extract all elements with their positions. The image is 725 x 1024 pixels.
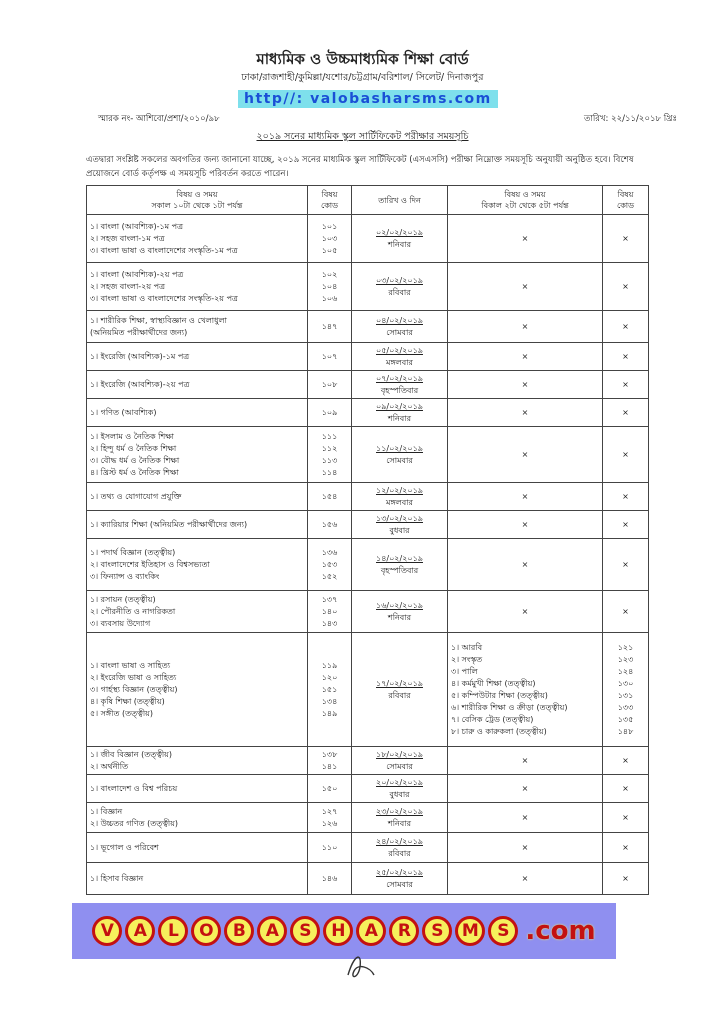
morning-subjects-cell [87,511,308,539]
afternoon-subjects-cell [448,371,603,399]
subject-code: ১৪৬ [321,873,338,883]
afternoon-codes-cell [603,263,649,311]
not-applicable-mark: × [622,492,629,501]
exam-date-cell [352,343,448,371]
exam-date-cell [352,747,448,775]
not-applicable-mark: × [521,874,529,883]
subject-name: ২। পৌরনীতি ও নাগরিকতা [90,606,176,616]
watermark-letter: S [422,916,452,946]
subject-name: ১। তথ্য ও যোগাযোগ প্রযুক্তি [90,491,182,501]
subject-code: ১২৭ [321,806,338,816]
afternoon-subjects-cell [448,539,603,591]
subject-code: ১০১ [321,221,338,231]
table-row [87,311,649,343]
watermark-letter: V [92,916,122,946]
afternoon-codes-cell [603,633,649,747]
morning-subjects-cell [87,343,308,371]
afternoon-codes-cell [603,775,649,803]
not-applicable-mark: × [521,322,529,331]
afternoon-subjects-cell [448,591,603,633]
morning-codes-cell [308,263,352,311]
not-applicable-mark: × [622,450,629,459]
afternoon-codes-cell [603,311,649,343]
subject-name: ৩। ফিন্যান্স ও ব্যাংকিং [90,571,160,581]
not-applicable-mark: × [622,843,629,852]
table-row [87,399,649,427]
subject-code: ১৩৬ [321,547,338,557]
morning-subjects-cell [87,539,308,591]
watermark-letter: A [257,916,287,946]
subject-code: ১১২ [321,443,338,453]
exam-weekday: শনিবার [388,413,411,423]
afternoon-subjects-cell [448,215,603,263]
table-row [87,511,649,539]
exam-weekday: সোমবার [386,761,413,771]
not-applicable-mark: × [622,784,629,793]
subject-name: ১। হিসাব বিজ্ঞান [90,873,144,883]
subject-name: ১। শারীরিক শিক্ষা, স্বাস্থ্যবিজ্ঞান ও খেলাধুলা [90,315,227,325]
exam-weekday: বুধবার [389,789,410,799]
afternoon-subjects-cell [448,399,603,427]
morning-codes-cell [308,833,352,863]
exam-date: ২৩/০২/২০১৯ [376,806,423,816]
not-applicable-mark: × [622,756,629,765]
afternoon-subjects-cell [448,483,603,511]
not-applicable-mark: × [521,843,529,852]
exam-weekday: শনিবার [388,818,411,828]
header-morning-code: বিষয় কোড [308,186,352,215]
morning-subjects-cell [87,371,308,399]
morning-codes-cell [308,399,352,427]
subject-name: ১। ইসলাম ও নৈতিক শিক্ষা [90,431,175,441]
not-applicable-mark: × [622,520,629,529]
table-row [87,863,649,895]
subject-code: ১৪১ [321,761,338,771]
exam-weekday: সোমবার [386,455,413,465]
subject-name: ৫। সঙ্গীত (তত্ত্বীয়) [90,708,153,718]
subject-name: ২। বাংলাদেশের ইতিহাস ও বিশ্বসভ্যতা [90,559,210,569]
exam-date: ০৭/০২/২০১৯ [376,373,423,383]
subject-code: ১০৭ [321,351,338,361]
morning-codes-cell [308,539,352,591]
not-applicable-mark: × [521,408,529,417]
subject-name: ২। উচ্চতর গণিত (তত্ত্বীয়) [90,818,179,828]
subject-code: ১৩০ [617,678,634,688]
not-applicable-mark: × [622,234,629,243]
not-applicable-mark: × [622,282,629,291]
subject-code: ১৩৭ [321,594,338,604]
exam-date-cell [352,775,448,803]
subject-code: ১৩১ [617,690,634,700]
exam-weekday: সোমবার [386,327,413,337]
exam-date-cell [352,483,448,511]
watermark-letter: B [224,916,254,946]
subject-name: ২। অর্থনীতি [90,761,129,771]
subject-name: ১। ক্যারিয়ার শিক্ষা (অনিয়মিত পরীক্ষার্থীদের জন্য) [90,519,248,529]
subject-code: ১২১ [617,642,634,652]
afternoon-codes-cell [603,511,649,539]
subject-name: ২। সংস্কৃত [451,654,483,664]
afternoon-subjects-cell [448,511,603,539]
afternoon-codes-cell [603,343,649,371]
morning-codes-cell [308,311,352,343]
afternoon-codes-cell [603,747,649,775]
subject-name: ৩। বাংলা ভাষা ও বাংলাদেশের সংস্কৃতি-২য় পত্র [90,293,238,303]
table-header-row [87,186,649,215]
not-applicable-mark: × [521,282,529,291]
afternoon-subjects-cell [448,427,603,483]
subject-name: ১। বাংলা ভাষা ও সাহিত্য [90,660,171,670]
exam-date: ১৭/০২/২০১৯ [376,678,423,688]
subject-code: ১৫১ [321,684,338,694]
table-row [87,591,649,633]
morning-codes-cell [308,863,352,895]
subject-code: ১০৪ [321,281,338,291]
exam-date-cell [352,539,448,591]
table-row [87,775,649,803]
exam-weekday: রবিবার [388,287,411,297]
board-list: ঢাকা/রাজশাহী/কুমিল্লা/যশোর/চট্টগ্রাম/বরিশাল/ সিলেট/ দিনাজপুর [241,72,484,83]
not-applicable-mark: × [521,380,529,389]
morning-codes-cell [308,633,352,747]
morning-subjects-cell [87,399,308,427]
subject-code: ১১১ [321,431,338,441]
not-applicable-mark: × [622,352,629,361]
exam-date: ১৪/০২/২০১৯ [376,553,423,563]
morning-codes-cell [308,803,352,833]
exam-weekday: রবিবার [388,848,411,858]
not-applicable-mark: × [521,492,529,501]
afternoon-codes-cell [603,371,649,399]
not-applicable-mark: × [521,560,529,569]
subject-code: ১৫০ [321,783,338,793]
afternoon-codes-cell [603,833,649,863]
morning-codes-cell [308,591,352,633]
not-applicable-mark: × [521,756,529,765]
table-row [87,263,649,311]
morning-subjects-cell [87,747,308,775]
exam-date: ২৪/০২/২০১৯ [376,836,423,846]
morning-subjects-cell [87,775,308,803]
watermark-suffix: .com [525,916,596,946]
subject-name: ২। সহজ বাংলা-১ম পত্র [90,233,165,243]
watermark-letter: S [290,916,320,946]
subject-name: ১। জীব বিজ্ঞান (তত্ত্বীয়) [90,749,173,759]
watermark-letter: S [488,916,518,946]
afternoon-codes-cell [603,483,649,511]
subject-code: ১০৫ [321,245,338,255]
watermark-letter: M [455,916,485,946]
exam-date: ০৯/০২/২০১৯ [376,401,423,411]
afternoon-codes-cell [603,591,649,633]
exam-date: ১২/০২/২০১৯ [376,485,423,495]
subject-name: ৪। খ্রিস্ট ধর্ম ও নৈতিক শিক্ষা [90,467,179,477]
morning-codes-cell [308,483,352,511]
table-row [87,483,649,511]
morning-codes-cell [308,427,352,483]
morning-subjects-cell [87,633,308,747]
subject-name: ৩। বৌদ্ধ ধর্ম ও নৈতিক শিক্ষা [90,455,180,465]
afternoon-codes-cell [603,427,649,483]
afternoon-subjects-cell [448,263,603,311]
issue-date: তারিখ: ২২/১১/২০১৮ খ্রিঃ [584,114,677,124]
table-row [87,747,649,775]
header-afternoon-subject: বিষয় ও সময় বিকাল ২টা থেকে ৫টা পর্যন্ত [448,186,603,215]
not-applicable-mark: × [521,450,529,459]
subject-code: ১১৪ [321,467,338,477]
exam-date: ০৫/০২/২০১৯ [376,345,423,355]
header-afternoon-code: বিষয় কোড [603,186,649,215]
watermark-letter: L [158,916,188,946]
exam-date-cell [352,399,448,427]
afternoon-subjects-cell [448,311,603,343]
morning-subjects-cell [87,803,308,833]
schedule-title: ২০১৯ সনের মাধ্যমিক স্কুল সার্টিফিকেট পরীক্ষার সময়সূচি [256,131,469,142]
subject-name: ৩। ব্যবসায় উদ্যোগ [90,618,151,628]
table-row [87,215,649,263]
subject-code: ১২০ [321,672,338,682]
subject-code: ১৪৮ [617,726,634,736]
exam-date-cell [352,863,448,895]
subject-name: ১। আরবি [451,642,483,652]
subject-name: ৩। পালি [451,666,478,676]
afternoon-subjects-cell [448,747,603,775]
afternoon-subjects-cell [448,633,603,747]
exam-date-cell [352,263,448,311]
subject-code: ১২৩ [617,654,634,664]
subject-name: ৩। বাংলা ভাষা ও বাংলাদেশের সংস্কৃতি-১ম পত্র [90,245,238,255]
exam-date: ১৮/০২/২০১৯ [376,749,423,759]
subject-code: ১৩৮ [321,749,338,759]
exam-weekday: রবিবার [388,690,411,700]
exam-date-cell [352,427,448,483]
exam-date-cell [352,215,448,263]
exam-weekday: শনিবার [388,612,411,622]
afternoon-codes-cell [603,215,649,263]
exam-date-cell [352,311,448,343]
subject-name: (অনিয়মিত পরীক্ষার্থীদের জন্য) [90,327,188,337]
morning-subjects-cell [87,863,308,895]
not-applicable-mark: × [622,560,629,569]
exam-date-cell [352,803,448,833]
subject-name: ৭। বেসিক ট্রেড (তত্ত্বীয়) [451,714,534,724]
exam-date-cell [352,633,448,747]
exam-weekday: শনিবার [388,239,411,249]
subject-code: ১৩৫ [617,714,634,724]
table-row [87,803,649,833]
subject-name: ৬। শারীরিক শিক্ষা ও ক্রীড়া (তত্ত্বীয়) [451,702,568,712]
exam-weekday: সোমবার [386,879,413,889]
morning-subjects-cell [87,483,308,511]
notice-body: এতদ্বারা সংশ্লিষ্ট সকলের অবগতির জন্য জানানো যাচ্ছে, ২০১৯ সনের মাধ্যমিক স্কুল সার্টিফিকেট (এসএসসি) পরীক্ষা নিম্নোক্ত সময়সূচি অনুযায়ী অনুষ্ঠিত হবে। বিশেষ প্রয়োজনে বোর্ড কর্তৃপক্ষ এ সময়সূচি পরিবর্তন করতে পারেন। [86,155,634,179]
table-row [87,633,649,747]
exam-weekday: বুধবার [389,525,410,535]
subject-name: ৪। কর্মমুখী শিক্ষা (তত্ত্বীয়) [451,678,536,688]
not-applicable-mark: × [622,874,629,883]
subject-code: ১৫৬ [321,519,338,529]
exam-date: ০৩/০২/২০১৯ [376,275,423,285]
subject-name: ১। পদার্থ বিজ্ঞান (তত্ত্বীয়) [90,547,176,557]
afternoon-subjects-cell [448,833,603,863]
subject-name: ১। রসায়ন (তত্ত্বীয়) [90,594,156,604]
header-morning-subject: বিষয় ও সময় সকাল ১০টা থেকে ১টা পর্যন্ত [87,186,308,215]
subject-code: ১৪৩ [321,618,338,628]
subject-code: ১১৩ [321,455,338,465]
morning-codes-cell [308,511,352,539]
table-row [87,427,649,483]
exam-date: ১১/০২/২০১৯ [376,443,423,453]
subject-code: ১৫৩ [321,559,338,569]
table-row [87,539,649,591]
afternoon-subjects-cell [448,863,603,895]
exam-date: ০৪/০২/২০১৯ [376,315,423,325]
afternoon-codes-cell [603,803,649,833]
watermark-letter: O [191,916,221,946]
subject-name: ৩। গার্হস্থ্য বিজ্ঞান (তত্ত্বীয়) [90,684,178,694]
watermark-letter: A [356,916,386,946]
not-applicable-mark: × [521,813,529,822]
morning-subjects-cell [87,833,308,863]
exam-date: ০২/০২/২০১৯ [376,227,423,237]
table-row [87,371,649,399]
exam-date-cell [352,511,448,539]
subject-name: ২। সহজ বাংলা-২য় পত্র [90,281,165,291]
subject-code: ১৫৪ [321,491,338,501]
subject-name: ১। বাংলা (আবশ্যিক)-২য় পত্র [90,269,184,279]
exam-weekday: মঙ্গলবার [386,357,413,367]
subject-code: ১২৬ [321,818,338,828]
subject-name: ৪। কৃষি শিক্ষা (তত্ত্বীয়) [90,696,165,706]
afternoon-codes-cell [603,399,649,427]
subject-code: ১০২ [321,269,338,279]
morning-codes-cell [308,343,352,371]
exam-weekday: বৃহস্পতিবার [380,565,419,575]
exam-weekday: মঙ্গলবার [386,497,413,507]
afternoon-subjects-cell [448,775,603,803]
not-applicable-mark: × [622,380,629,389]
exam-weekday: বৃহস্পতিবার [380,385,419,395]
signature-icon [340,945,380,985]
morning-subjects-cell [87,427,308,483]
subject-name: ৮। চারু ও কারুকলা (তত্ত্বীয়) [451,726,547,736]
exam-date: ১৬/০২/২০১৯ [376,600,423,610]
exam-date-cell [352,371,448,399]
subject-code: ১২৪ [617,666,634,676]
not-applicable-mark: × [622,322,629,331]
morning-codes-cell [308,747,352,775]
watermark-letter: H [323,916,353,946]
morning-codes-cell [308,371,352,399]
table-row [87,343,649,371]
subject-code: ১১০ [321,842,338,852]
subject-name: ১। বাংলাদেশ ও বিশ্ব পরিচয় [90,783,178,793]
not-applicable-mark: × [521,784,529,793]
header-date: তারিখ ও দিন [352,186,448,215]
afternoon-codes-cell [603,539,649,591]
subject-name: ৫। কম্পিউটার শিক্ষা (তত্ত্বীয়) [451,690,548,700]
subject-name: ১। ইংরেজি (আবশ্যিক)-২য় পত্র [90,379,190,389]
afternoon-subjects-cell [448,803,603,833]
memo-number: স্মারক নং- আশিবো/প্রশা/২০১০/৯৮ [98,114,220,124]
exam-schedule-table [86,185,649,895]
not-applicable-mark: × [622,607,629,616]
board-title: মাধ্যমিক ও উচ্চমাধ্যমিক শিক্ষা বোর্ড [256,50,469,68]
morning-subjects-cell [87,263,308,311]
subject-name: ১। বাংলা (আবশ্যিক)-১ম পত্র [90,221,183,231]
subject-code: ১০৬ [321,293,338,303]
subject-code: ১০৮ [321,379,338,389]
morning-codes-cell [308,775,352,803]
subject-name: ১। গণিত (আবশ্যিক) [90,407,157,417]
not-applicable-mark: × [521,607,529,616]
morning-subjects-cell [87,311,308,343]
subject-name: ১। ভূগোল ও পরিবেশ [90,842,159,852]
table-row [87,833,649,863]
subject-code: ১৪৭ [321,321,338,331]
not-applicable-mark: × [521,352,529,361]
subject-name: ১। ইংরেজি (আবশ্যিক)-১ম পত্র [90,351,190,361]
not-applicable-mark: × [521,234,529,243]
watermark-letter: A [125,916,155,946]
subject-name: ২। হিন্দু ধর্ম ও নৈতিক শিক্ষা [90,443,177,453]
afternoon-subjects-cell [448,343,603,371]
subject-code: ১০৯ [321,407,338,417]
exam-date: ১৩/০২/২০১৯ [376,513,423,523]
subject-code: ১৪০ [321,606,338,616]
subject-name: ২। ইংরেজি ভাষা ও সাহিত্য [90,672,177,682]
morning-subjects-cell [87,215,308,263]
exam-date-cell [352,591,448,633]
not-applicable-mark: × [622,408,629,417]
watermark-letter: R [389,916,419,946]
not-applicable-mark: × [521,520,529,529]
subject-name: ১। বিজ্ঞান [90,806,123,816]
website-banner: http//: valobasharsms.com [238,90,498,108]
not-applicable-mark: × [622,813,629,822]
subject-code: ১১৯ [321,660,338,670]
subject-code: ১০৩ [321,233,338,243]
afternoon-codes-cell [603,863,649,895]
exam-date: ২০/০২/২০১৯ [376,777,423,787]
subject-code: ১৩৩ [617,702,634,712]
morning-codes-cell [308,215,352,263]
subject-code: ১৫২ [321,571,338,581]
subject-code: ১৩৪ [321,696,338,706]
exam-date-cell [352,833,448,863]
exam-date: ২৫/০২/২০১৯ [376,867,423,877]
morning-subjects-cell [87,591,308,633]
subject-code: ১৪৯ [321,708,338,718]
